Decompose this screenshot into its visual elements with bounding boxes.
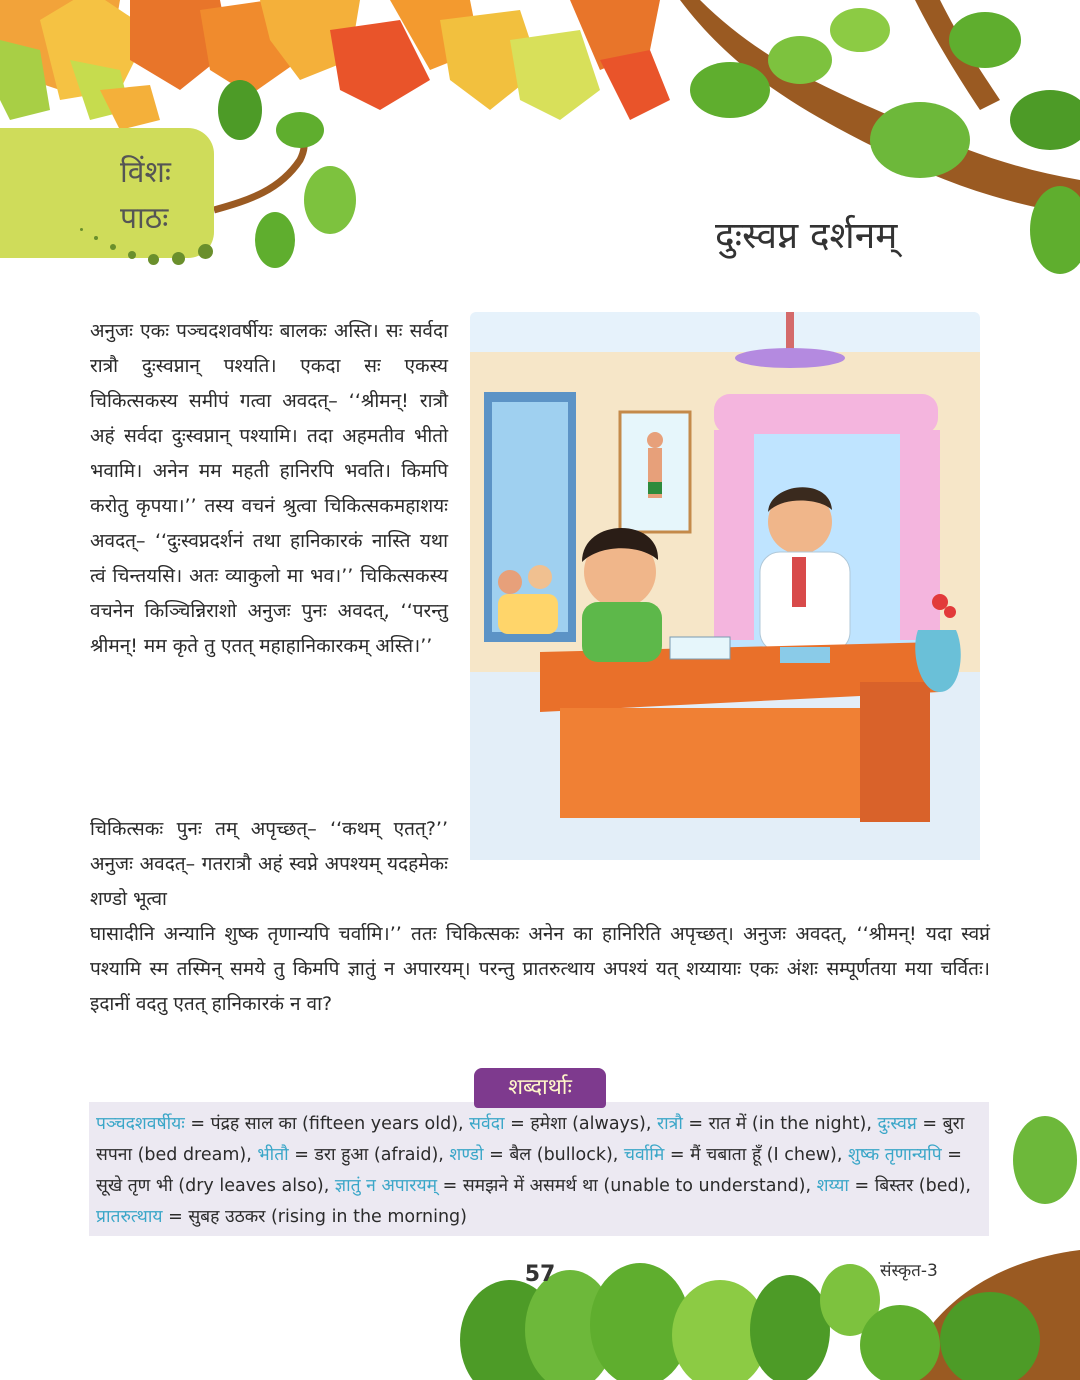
vocab-meaning: = पंद्रह साल का (fifteen years old), bbox=[184, 1114, 470, 1134]
vocab-meaning: = सूखे तृण भी (dry leaves also), bbox=[96, 1145, 962, 1196]
tab-dot bbox=[110, 244, 116, 250]
vocab-term: दुःस्वप्न bbox=[877, 1114, 917, 1134]
lesson-number-line2: पाठः bbox=[120, 201, 169, 236]
vocab-meaning: = डरा हुआ (afraid), bbox=[288, 1145, 450, 1165]
tab-dot bbox=[198, 244, 213, 259]
vocab-meaning: = बैल (bullock), bbox=[483, 1145, 624, 1165]
vocab-term: सर्वदा bbox=[469, 1114, 505, 1134]
vocab-term: रात्रौ bbox=[656, 1114, 683, 1134]
vocab-term: प्रातरुत्थाय bbox=[96, 1207, 163, 1227]
lesson-number bbox=[120, 150, 171, 242]
vocab-meaning: = सुबह उठकर (rising in the morning) bbox=[162, 1207, 467, 1227]
vocab-term: ज्ञातुं न अपारयम् bbox=[334, 1176, 438, 1196]
vocab-meaning: = हमेशा (always), bbox=[504, 1114, 657, 1134]
story-paragraph: अनुजः एकः पञ्चदशवर्षीयः बालकः अस्ति। सः सर्वदा रात्रौ दुःस्वप्नान् पश्यति। एकदा सः एकस्य चिकित्सकस्य समीपं गत्वा अवदत्– ‘‘श्रीमन्! रात्रौ अहं सर्वदा दुःस्वप्नान् पश्यामि। तदा अहमतीव भीतो भवामि। अनेन मम महती हानिरपि भवति। किमपि करोतु कृपया।’’ तस्य वचनं श्रुत्वा चिकित्सकमहाशयः अवदत्– ‘‘दुःस्वप्नदर्शनं तथा हानिकारकं नास्ति यथा त्वं चिन्तयसि। अतः व्याकुलो मा भव।’’ चिकित्सकस्य वचनेन किञ्चिन्निराशो अनुजः पुनः अवदत्, ‘‘परन्तु श्रीमन्! मम कृते तु एतत् महाहानिकारकम् अस्ति।’’ bbox=[90, 320, 448, 657]
vocab-term: भीतौ bbox=[257, 1145, 289, 1165]
tab-dot bbox=[80, 228, 83, 231]
lesson-number-line1: विंशः bbox=[120, 155, 171, 190]
vocab-term: पञ्चदशवर्षीयः bbox=[96, 1114, 185, 1134]
tab-dot bbox=[172, 252, 185, 265]
vocab-term: शुष्क तृणान्यपि bbox=[847, 1145, 942, 1165]
vocab-term: शय्या bbox=[816, 1176, 849, 1196]
lesson-tab bbox=[0, 128, 214, 258]
story-paragraph: घासादीनि अन्यानि शुष्क तृणान्यपि चर्वामि।’’ ततः चिकित्सकः अनेन का हानिरिति अपृच्छत्। अनुजः अवदत्, ‘‘श्रीमन्! यदा स्वप्नं पश्यामि स्म तस्मिन् समये तु किमपि ज्ञातुं न अपारयम्। परन्तु प्रातरुत्थाय अपश्यं यत् शय्यायाः एकः अंशः सम्पूर्णतया मया चर्वितः। इदानीं वदतु एतत् हानिकारकं न वा? bbox=[90, 923, 990, 1015]
tab-dot bbox=[94, 236, 98, 240]
book-name: संस्कृत-3 bbox=[880, 1261, 938, 1281]
tab-dot bbox=[128, 251, 136, 259]
vocab-meaning: = समझने में असमर्थ था (unable to understand), bbox=[437, 1176, 817, 1196]
vocabulary-text bbox=[96, 1109, 986, 1233]
story-paragraph: चिकित्सकः पुनः तम् अपृच्छत्– ‘‘कथम् एतत्?’’ अनुजः अवदत्– गतरात्रौ अहं स्वप्ने अपश्यम् यदहमेकः शण्डो भूत्वा bbox=[90, 818, 448, 910]
autumn-leaves-top bbox=[0, 0, 670, 130]
vocabulary-label: शब्दार्थाः bbox=[474, 1068, 606, 1108]
vocab-term: शण्डो bbox=[449, 1145, 484, 1165]
tab-dot bbox=[148, 254, 159, 265]
vocab-meaning: = बिस्तर (bed), bbox=[848, 1176, 971, 1196]
small-branch-left bbox=[214, 80, 356, 268]
vocab-meaning: = मैं चबाता हूँ (I chew), bbox=[664, 1145, 848, 1165]
clinic-illustration bbox=[470, 312, 980, 860]
page-title: दुःस्वप्न दर्शनम् bbox=[715, 214, 898, 257]
page-number: 57 bbox=[524, 1262, 556, 1287]
vocab-meaning: = रात में (in the night), bbox=[682, 1114, 878, 1134]
vocab-meaning: = बुरा सपना (bed dream), bbox=[96, 1114, 965, 1165]
vocab-term: चर्वामि bbox=[623, 1145, 665, 1165]
